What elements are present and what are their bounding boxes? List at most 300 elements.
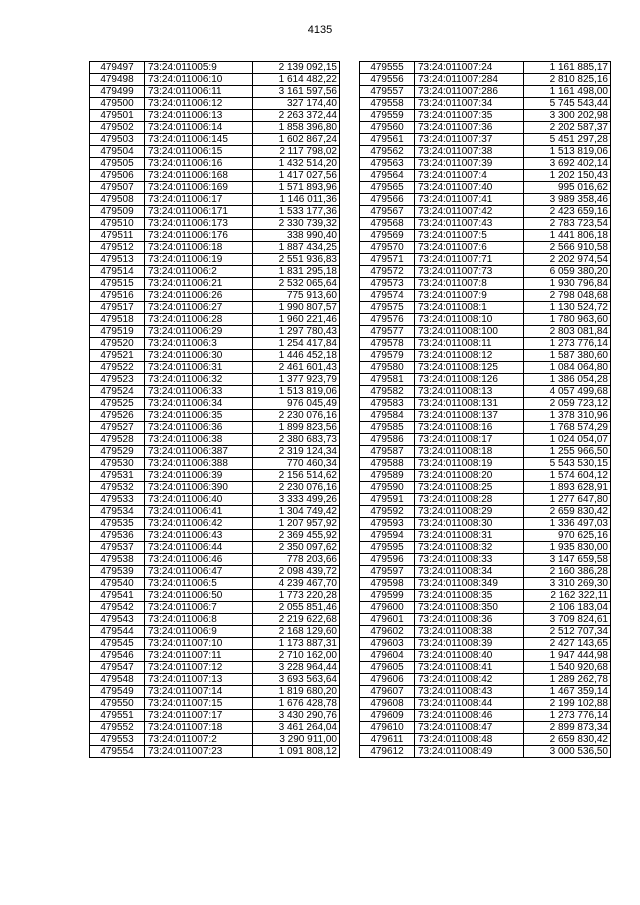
row-number: 479559: [360, 110, 415, 122]
table-row: [360, 734, 611, 746]
cadastral-number: 73:24:011008:31: [415, 530, 524, 542]
table-row: [90, 206, 340, 218]
cadastral-value: 2 423 659,16: [524, 206, 611, 218]
cadastral-number: 73:24:011006:31: [145, 362, 253, 374]
row-number: 479586: [360, 434, 415, 446]
cadastral-value: 2 899 873,34: [524, 722, 611, 734]
cadastral-table-left: [89, 61, 340, 758]
cadastral-value: 3 430 290,76: [253, 710, 340, 722]
table-row: [360, 458, 611, 470]
row-number: 479601: [360, 614, 415, 626]
row-number: 479587: [360, 446, 415, 458]
table-row: [90, 686, 340, 698]
row-number: 479579: [360, 350, 415, 362]
table-row: [360, 122, 611, 134]
table-row: [90, 518, 340, 530]
cadastral-number: 73:24:011007:4: [415, 170, 524, 182]
cadastral-value: 2 199 102,88: [524, 698, 611, 710]
table-row: [360, 362, 611, 374]
table-row: [360, 470, 611, 482]
cadastral-value: 2 202 974,54: [524, 254, 611, 266]
row-number: 479568: [360, 218, 415, 230]
cadastral-value: 5 745 543,44: [524, 98, 611, 110]
cadastral-value: 1 084 064,80: [524, 362, 611, 374]
cadastral-value: 1 831 295,18: [253, 266, 340, 278]
row-number: 479609: [360, 710, 415, 722]
table-row: [360, 266, 611, 278]
cadastral-number: 73:24:011007:17: [145, 710, 253, 722]
cadastral-number: 73:24:011008:11: [415, 338, 524, 350]
table-row: [90, 650, 340, 662]
row-number: 479573: [360, 278, 415, 290]
table-row: [360, 590, 611, 602]
table-row: [360, 446, 611, 458]
table-row: [90, 314, 340, 326]
cadastral-value: 2 156 514,62: [253, 470, 340, 482]
cadastral-value: 2 461 601,43: [253, 362, 340, 374]
table-row: [360, 206, 611, 218]
cadastral-number: 73:24:011008:40: [415, 650, 524, 662]
cadastral-number: 73:24:011007:5: [415, 230, 524, 242]
cadastral-value: 1 386 054,28: [524, 374, 611, 386]
cadastral-number: 73:24:011006:39: [145, 470, 253, 482]
cadastral-value: 970 625,16: [524, 530, 611, 542]
row-number: 479591: [360, 494, 415, 506]
cadastral-value: 2 659 830,42: [524, 734, 611, 746]
cadastral-number: 73:24:011008:35: [415, 590, 524, 602]
cadastral-number: 73:24:011008:49: [415, 746, 524, 758]
cadastral-value: 2 532 065,64: [253, 278, 340, 290]
row-number: 479503: [90, 134, 145, 146]
cadastral-number: 73:24:011006:41: [145, 506, 253, 518]
cadastral-number: 73:24:011008:47: [415, 722, 524, 734]
cadastral-number: 73:24:011006:8: [145, 614, 253, 626]
table-row: [360, 542, 611, 554]
row-number: 479561: [360, 134, 415, 146]
cadastral-value: 3 300 202,98: [524, 110, 611, 122]
cadastral-number: 73:24:011008:30: [415, 518, 524, 530]
table-row: [90, 470, 340, 482]
table-row: [90, 410, 340, 422]
table-row: [90, 242, 340, 254]
cadastral-value: 1 304 749,42: [253, 506, 340, 518]
table-row: [360, 194, 611, 206]
row-number: 479533: [90, 494, 145, 506]
cadastral-value: 1 377 923,79: [253, 374, 340, 386]
row-number: 479540: [90, 578, 145, 590]
row-number: 479610: [360, 722, 415, 734]
cadastral-number: 73:24:011008:125: [415, 362, 524, 374]
row-number: 479522: [90, 362, 145, 374]
cadastral-number: 73:24:011006:176: [145, 230, 253, 242]
cadastral-number: 73:24:011006:50: [145, 590, 253, 602]
row-number: 479518: [90, 314, 145, 326]
row-number: 479594: [360, 530, 415, 542]
table-row: [360, 614, 611, 626]
table-row: [360, 338, 611, 350]
cadastral-value: 5 451 297,28: [524, 134, 611, 146]
row-number: 479537: [90, 542, 145, 554]
cadastral-number: 73:24:011007:23: [145, 746, 253, 758]
table-row: [360, 422, 611, 434]
cadastral-number: 73:24:011006:36: [145, 422, 253, 434]
row-number: 479544: [90, 626, 145, 638]
cadastral-number: 73:24:011005:9: [145, 62, 253, 74]
cadastral-value: 1 571 893,96: [253, 182, 340, 194]
row-number: 479529: [90, 446, 145, 458]
row-number: 479612: [360, 746, 415, 758]
page-number: 4135: [307, 24, 333, 36]
cadastral-number: 73:24:011008:1: [415, 302, 524, 314]
cadastral-value: 2 551 936,83: [253, 254, 340, 266]
cadastral-number: 73:24:011007:286: [415, 86, 524, 98]
cadastral-number: 73:24:011006:5: [145, 578, 253, 590]
cadastral-number: 73:24:011006:29: [145, 326, 253, 338]
row-number: 479523: [90, 374, 145, 386]
cadastral-value: 3 161 597,56: [253, 86, 340, 98]
table-row: [360, 62, 611, 74]
row-number: 479498: [90, 74, 145, 86]
cadastral-number: 73:24:011006:390: [145, 482, 253, 494]
cadastral-value: 6 059 380,20: [524, 266, 611, 278]
row-number: 479538: [90, 554, 145, 566]
table-row: [360, 626, 611, 638]
table-row: [360, 698, 611, 710]
table-row: [90, 158, 340, 170]
table-row: [90, 302, 340, 314]
table-row: [360, 218, 611, 230]
cadastral-number: 73:24:011007:9: [415, 290, 524, 302]
table-row: [90, 638, 340, 650]
row-number: 479500: [90, 98, 145, 110]
cadastral-value: 1 676 428,78: [253, 698, 340, 710]
cadastral-number: 73:24:011007:13: [145, 674, 253, 686]
row-number: 479578: [360, 338, 415, 350]
cadastral-number: 73:24:011006:33: [145, 386, 253, 398]
cadastral-number: 73:24:011007:38: [415, 146, 524, 158]
table-row: [90, 110, 340, 122]
table-row: [360, 578, 611, 590]
table-row: [360, 314, 611, 326]
cadastral-value: 1 336 497,03: [524, 518, 611, 530]
row-number: 479506: [90, 170, 145, 182]
table-row: [360, 386, 611, 398]
table-row: [360, 98, 611, 110]
cadastral-value: 2 427 143,65: [524, 638, 611, 650]
cadastral-value: 1 819 680,20: [253, 686, 340, 698]
cadastral-number: 73:24:011008:100: [415, 326, 524, 338]
cadastral-number: 73:24:011007:35: [415, 110, 524, 122]
row-number: 479501: [90, 110, 145, 122]
cadastral-value: 4 239 467,70: [253, 578, 340, 590]
row-number: 479558: [360, 98, 415, 110]
row-number: 479564: [360, 170, 415, 182]
cadastral-number: 73:24:011006:15: [145, 146, 253, 158]
row-number: 479572: [360, 266, 415, 278]
table-row: [360, 74, 611, 86]
cadastral-number: 73:24:011006:10: [145, 74, 253, 86]
cadastral-number: 73:24:011006:171: [145, 206, 253, 218]
row-number: 479588: [360, 458, 415, 470]
cadastral-number: 73:24:011007:24: [415, 62, 524, 74]
table-row: [90, 338, 340, 350]
cadastral-value: 1 768 574,29: [524, 422, 611, 434]
row-number: 479575: [360, 302, 415, 314]
row-number: 479605: [360, 662, 415, 674]
table-row: [360, 278, 611, 290]
table-row: [90, 746, 340, 758]
table-row: [360, 722, 611, 734]
cadastral-number: 73:24:011008:13: [415, 386, 524, 398]
cadastral-value: 1 540 920,68: [524, 662, 611, 674]
cadastral-value: 2 566 910,58: [524, 242, 611, 254]
cadastral-value: 1 024 054,07: [524, 434, 611, 446]
table-row: [90, 554, 340, 566]
cadastral-value: 2 369 455,92: [253, 530, 340, 542]
cadastral-value: 2 350 097,62: [253, 542, 340, 554]
cadastral-value: 2 810 825,16: [524, 74, 611, 86]
table-row: [90, 230, 340, 242]
cadastral-value: 1 289 262,78: [524, 674, 611, 686]
row-number: 479543: [90, 614, 145, 626]
cadastral-number: 73:24:011008:17: [415, 434, 524, 446]
table-row: [360, 242, 611, 254]
cadastral-number: 73:24:011006:21: [145, 278, 253, 290]
cadastral-value: 327 174,40: [253, 98, 340, 110]
table-row: [90, 170, 340, 182]
cadastral-value: 2 168 129,60: [253, 626, 340, 638]
table-row: [90, 590, 340, 602]
cadastral-value: 2 512 707,34: [524, 626, 611, 638]
row-number: 479606: [360, 674, 415, 686]
cadastral-value: 1 935 830,00: [524, 542, 611, 554]
table-row: [360, 182, 611, 194]
cadastral-value: 1 207 957,92: [253, 518, 340, 530]
table-row: [360, 662, 611, 674]
row-number: 479602: [360, 626, 415, 638]
table-row: [360, 158, 611, 170]
cadastral-number: 73:24:011006:168: [145, 170, 253, 182]
row-number: 479595: [360, 542, 415, 554]
table-row: [360, 506, 611, 518]
cadastral-value: 3 290 911,00: [253, 734, 340, 746]
table-row: [360, 146, 611, 158]
row-number: 479563: [360, 158, 415, 170]
cadastral-value: 770 460,34: [253, 458, 340, 470]
table-row: [90, 278, 340, 290]
row-number: 479554: [90, 746, 145, 758]
cadastral-number: 73:24:011006:2: [145, 266, 253, 278]
row-number: 479508: [90, 194, 145, 206]
cadastral-number: 73:24:011007:12: [145, 662, 253, 674]
cadastral-value: 1 513 819,06: [524, 146, 611, 158]
table-row: [360, 746, 611, 758]
table-row: [90, 446, 340, 458]
cadastral-value: 1 161 885,17: [524, 62, 611, 74]
row-number: 479534: [90, 506, 145, 518]
row-number: 479599: [360, 590, 415, 602]
cadastral-value: 778 203,66: [253, 554, 340, 566]
cadastral-value: 1 432 514,20: [253, 158, 340, 170]
cadastral-number: 73:24:011007:71: [415, 254, 524, 266]
cadastral-value: 3 989 358,46: [524, 194, 611, 206]
cadastral-number: 73:24:011008:29: [415, 506, 524, 518]
cadastral-value: 1 273 776,14: [524, 338, 611, 350]
table-row: [360, 398, 611, 410]
table-row: [360, 86, 611, 98]
cadastral-value: 2 202 587,37: [524, 122, 611, 134]
cadastral-number: 73:24:011008:18: [415, 446, 524, 458]
row-number: 479581: [360, 374, 415, 386]
cadastral-number: 73:24:011007:14: [145, 686, 253, 698]
cadastral-value: 3 333 499,26: [253, 494, 340, 506]
cadastral-number: 73:24:011008:10: [415, 314, 524, 326]
cadastral-value: 1 277 647,80: [524, 494, 611, 506]
cadastral-value: 1 587 380,60: [524, 350, 611, 362]
cadastral-number: 73:24:011007:43: [415, 218, 524, 230]
row-number: 479515: [90, 278, 145, 290]
row-number: 479604: [360, 650, 415, 662]
table-row: [90, 266, 340, 278]
cadastral-value: 4 057 499,68: [524, 386, 611, 398]
table-row: [90, 614, 340, 626]
cadastral-value: 2 106 183,04: [524, 602, 611, 614]
cadastral-value: 2 319 124,34: [253, 446, 340, 458]
row-number: 479550: [90, 698, 145, 710]
cadastral-number: 73:24:011006:17: [145, 194, 253, 206]
table-row: [90, 566, 340, 578]
cadastral-value: 1 146 011,36: [253, 194, 340, 206]
row-number: 479517: [90, 302, 145, 314]
cadastral-value: 3 692 402,14: [524, 158, 611, 170]
cadastral-number: 73:24:011007:39: [415, 158, 524, 170]
row-number: 479511: [90, 230, 145, 242]
row-number: 479526: [90, 410, 145, 422]
cadastral-number: 73:24:011006:28: [145, 314, 253, 326]
cadastral-number: 73:24:011008:39: [415, 638, 524, 650]
row-number: 479589: [360, 470, 415, 482]
cadastral-number: 73:24:011006:145: [145, 134, 253, 146]
row-number: 479528: [90, 434, 145, 446]
cadastral-number: 73:24:011007:6: [415, 242, 524, 254]
table-row: [90, 62, 340, 74]
cadastral-value: 3 000 536,50: [524, 746, 611, 758]
table-row: [90, 218, 340, 230]
row-number: 479539: [90, 566, 145, 578]
cadastral-value: 1 893 628,91: [524, 482, 611, 494]
cadastral-value: 3 461 264,04: [253, 722, 340, 734]
cadastral-number: 73:24:011008:46: [415, 710, 524, 722]
cadastral-number: 73:24:011007:18: [145, 722, 253, 734]
table-row: [90, 542, 340, 554]
row-number: 479583: [360, 398, 415, 410]
cadastral-value: 995 016,62: [524, 182, 611, 194]
table-row: [90, 710, 340, 722]
table-row: [90, 98, 340, 110]
table-row: [90, 290, 340, 302]
table-row: [90, 194, 340, 206]
cadastral-number: 73:24:011006:43: [145, 530, 253, 542]
cadastral-value: 1 533 177,36: [253, 206, 340, 218]
table-row: [360, 170, 611, 182]
row-number: 479502: [90, 122, 145, 134]
table-row: [360, 482, 611, 494]
row-number: 479530: [90, 458, 145, 470]
table-row: [90, 146, 340, 158]
cadastral-number: 73:24:011008:32: [415, 542, 524, 554]
cadastral-value: 2 160 386,28: [524, 566, 611, 578]
row-number: 479582: [360, 386, 415, 398]
cadastral-value: 2 230 076,16: [253, 410, 340, 422]
cadastral-value: 1 441 806,18: [524, 230, 611, 242]
table-row: [360, 254, 611, 266]
row-number: 479556: [360, 74, 415, 86]
cadastral-number: 73:24:011006:14: [145, 122, 253, 134]
row-number: 479541: [90, 590, 145, 602]
table-row: [90, 374, 340, 386]
row-number: 479519: [90, 326, 145, 338]
cadastral-number: 73:24:011008:44: [415, 698, 524, 710]
table-row: [360, 290, 611, 302]
cadastral-value: 1 947 444,98: [524, 650, 611, 662]
cadastral-number: 73:24:011006:173: [145, 218, 253, 230]
row-number: 479607: [360, 686, 415, 698]
table-row: [90, 494, 340, 506]
cadastral-value: 1 899 823,56: [253, 422, 340, 434]
cadastral-value: 1 130 524,72: [524, 302, 611, 314]
cadastral-value: 2 219 622,68: [253, 614, 340, 626]
row-number: 479600: [360, 602, 415, 614]
cadastral-value: 1 173 887,31: [253, 638, 340, 650]
cadastral-number: 73:24:011008:42: [415, 674, 524, 686]
row-number: 479520: [90, 338, 145, 350]
cadastral-number: 73:24:011006:38: [145, 434, 253, 446]
cadastral-value: 2 330 739,32: [253, 218, 340, 230]
cadastral-number: 73:24:011007:36: [415, 122, 524, 134]
table-row: [360, 110, 611, 122]
row-number: 479593: [360, 518, 415, 530]
cadastral-number: 73:24:011007:42: [415, 206, 524, 218]
cadastral-value: 1 202 150,43: [524, 170, 611, 182]
table-row: [360, 686, 611, 698]
cadastral-number: 73:24:011008:48: [415, 734, 524, 746]
table-row: [90, 86, 340, 98]
cadastral-number: 73:24:011006:7: [145, 602, 253, 614]
cadastral-value: 2 783 723,54: [524, 218, 611, 230]
cadastral-value: 3 693 563,64: [253, 674, 340, 686]
cadastral-number: 73:24:011006:34: [145, 398, 253, 410]
cadastral-number: 73:24:011007:284: [415, 74, 524, 86]
row-number: 479597: [360, 566, 415, 578]
row-number: 479571: [360, 254, 415, 266]
cadastral-value: 1 273 776,14: [524, 710, 611, 722]
cadastral-value: 1 602 867,24: [253, 134, 340, 146]
cadastral-value: 2 059 723,12: [524, 398, 611, 410]
cadastral-value: 1 773 220,28: [253, 590, 340, 602]
cadastral-number: 73:24:011006:30: [145, 350, 253, 362]
row-number: 479577: [360, 326, 415, 338]
cadastral-number: 73:24:011007:10: [145, 638, 253, 650]
row-number: 479553: [90, 734, 145, 746]
row-number: 479542: [90, 602, 145, 614]
row-number: 479569: [360, 230, 415, 242]
cadastral-number: 73:24:011007:2: [145, 734, 253, 746]
cadastral-number: 73:24:011007:15: [145, 698, 253, 710]
cadastral-number: 73:24:011006:388: [145, 458, 253, 470]
cadastral-number: 73:24:011006:46: [145, 554, 253, 566]
row-number: 479576: [360, 314, 415, 326]
table-row: [90, 674, 340, 686]
